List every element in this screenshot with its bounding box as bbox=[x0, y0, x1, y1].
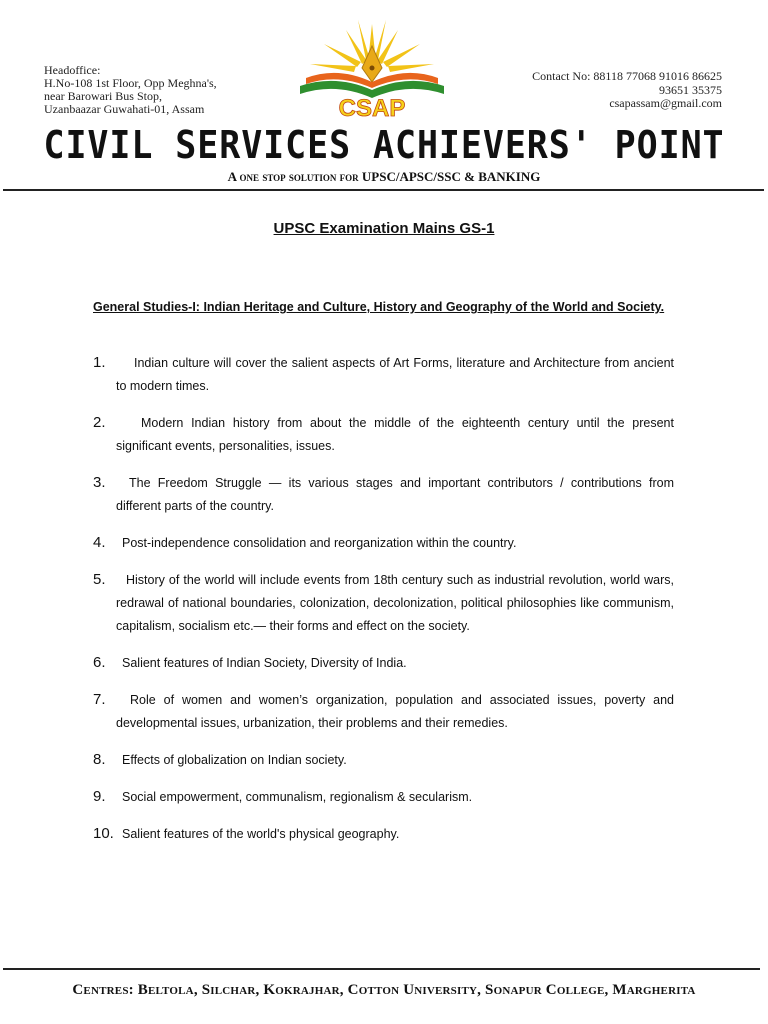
logo-text: CSAP bbox=[338, 95, 406, 120]
list-item bbox=[93, 652, 674, 675]
list-item bbox=[93, 569, 674, 638]
address-line: H.No-108 1st Floor, Opp Meghna's, bbox=[44, 76, 217, 90]
list-item bbox=[93, 689, 674, 735]
list-item-text: Salient features of Indian Society, Diversity of India. bbox=[122, 656, 407, 670]
address-line: near Barowari Bus Stop, bbox=[44, 89, 162, 103]
list-item bbox=[93, 412, 674, 458]
list-item-text: History of the world will include events from 18th century such as industrial revolution, world wars, redrawal of national boundaries, colonization, decolonization, political philosophies like communism, capitalism, socialism etc.— their forms and effect on the society. bbox=[116, 573, 674, 633]
document-title: UPSC Examination Mains GS-1 bbox=[273, 220, 495, 237]
address-line: Uzanbaazar Guwahati-01, Assam bbox=[44, 102, 205, 116]
csap-logo bbox=[288, 16, 456, 120]
list-item bbox=[93, 786, 674, 809]
head-office-label: Headoffice: bbox=[44, 63, 101, 77]
organization-name: CIVIL SERVICES ACHIEVERS' POINT bbox=[43, 123, 725, 167]
list-item-text: Post-independence consolidation and reorganization within the country. bbox=[122, 536, 517, 550]
list-item-text: Modern Indian history from about the middle of the eighteenth century until the present significant events, personalities, issues. bbox=[116, 416, 674, 453]
list-item-text: Social empowerment, communalism, regionalism & secularism. bbox=[122, 790, 473, 804]
contact-phone-extra: 93651 35375 bbox=[659, 82, 722, 97]
list-item-number: 9. bbox=[93, 788, 106, 805]
syllabus-list bbox=[93, 352, 674, 846]
sunburst-book-logo-icon bbox=[288, 16, 456, 120]
list-item-text: Role of women and women’s organization, population and associated issues, poverty and developmental issues, urbanization, their problems and their remedies. bbox=[116, 693, 674, 730]
list-item-text: The Freedom Struggle — its various stages and important contributors / contributions from different parts of the country. bbox=[116, 476, 674, 513]
list-item bbox=[93, 352, 674, 398]
contact-email: csapassam@gmail.com bbox=[609, 96, 722, 110]
tagline: A one stop solution for UPSC/APSC/SSC & BANKING bbox=[227, 169, 541, 184]
list-item-number: 7. bbox=[93, 691, 106, 708]
list-item-number: 1. bbox=[93, 354, 106, 371]
list-item-number: 4. bbox=[93, 534, 106, 551]
footer-divider bbox=[3, 968, 760, 970]
list-item-text: Effects of globalization on Indian society. bbox=[122, 753, 347, 767]
list-item bbox=[93, 823, 674, 846]
list-item-number: 8. bbox=[93, 751, 106, 768]
list-item bbox=[93, 532, 674, 555]
list-item-number: 10. bbox=[93, 825, 114, 842]
list-item-number: 6. bbox=[93, 654, 106, 671]
list-item-text: Indian culture will cover the salient aspects of Art Forms, literature and Architecture from ancient to modern times. bbox=[116, 356, 674, 393]
contact-phone: Contact No: 88118 77068 91016 86625 bbox=[532, 69, 722, 83]
list-item bbox=[93, 472, 674, 518]
centres-list: Centres: Beltola, Silchar, Kokrajhar, Cotton University, Sonapur College, Margherita bbox=[72, 982, 696, 998]
contact-info bbox=[532, 70, 722, 111]
header-divider bbox=[3, 189, 764, 191]
list-item-number: 3. bbox=[93, 474, 106, 491]
list-item bbox=[93, 749, 674, 772]
list-item-text: Salient features of the world's physical geography. bbox=[122, 827, 400, 841]
list-item-number: 2. bbox=[93, 414, 106, 431]
head-office-address bbox=[44, 64, 217, 116]
section-heading: General Studies-I: Indian Heritage and Culture, History and Geography of the World and Society. bbox=[93, 300, 665, 314]
list-item-number: 5. bbox=[93, 571, 106, 588]
